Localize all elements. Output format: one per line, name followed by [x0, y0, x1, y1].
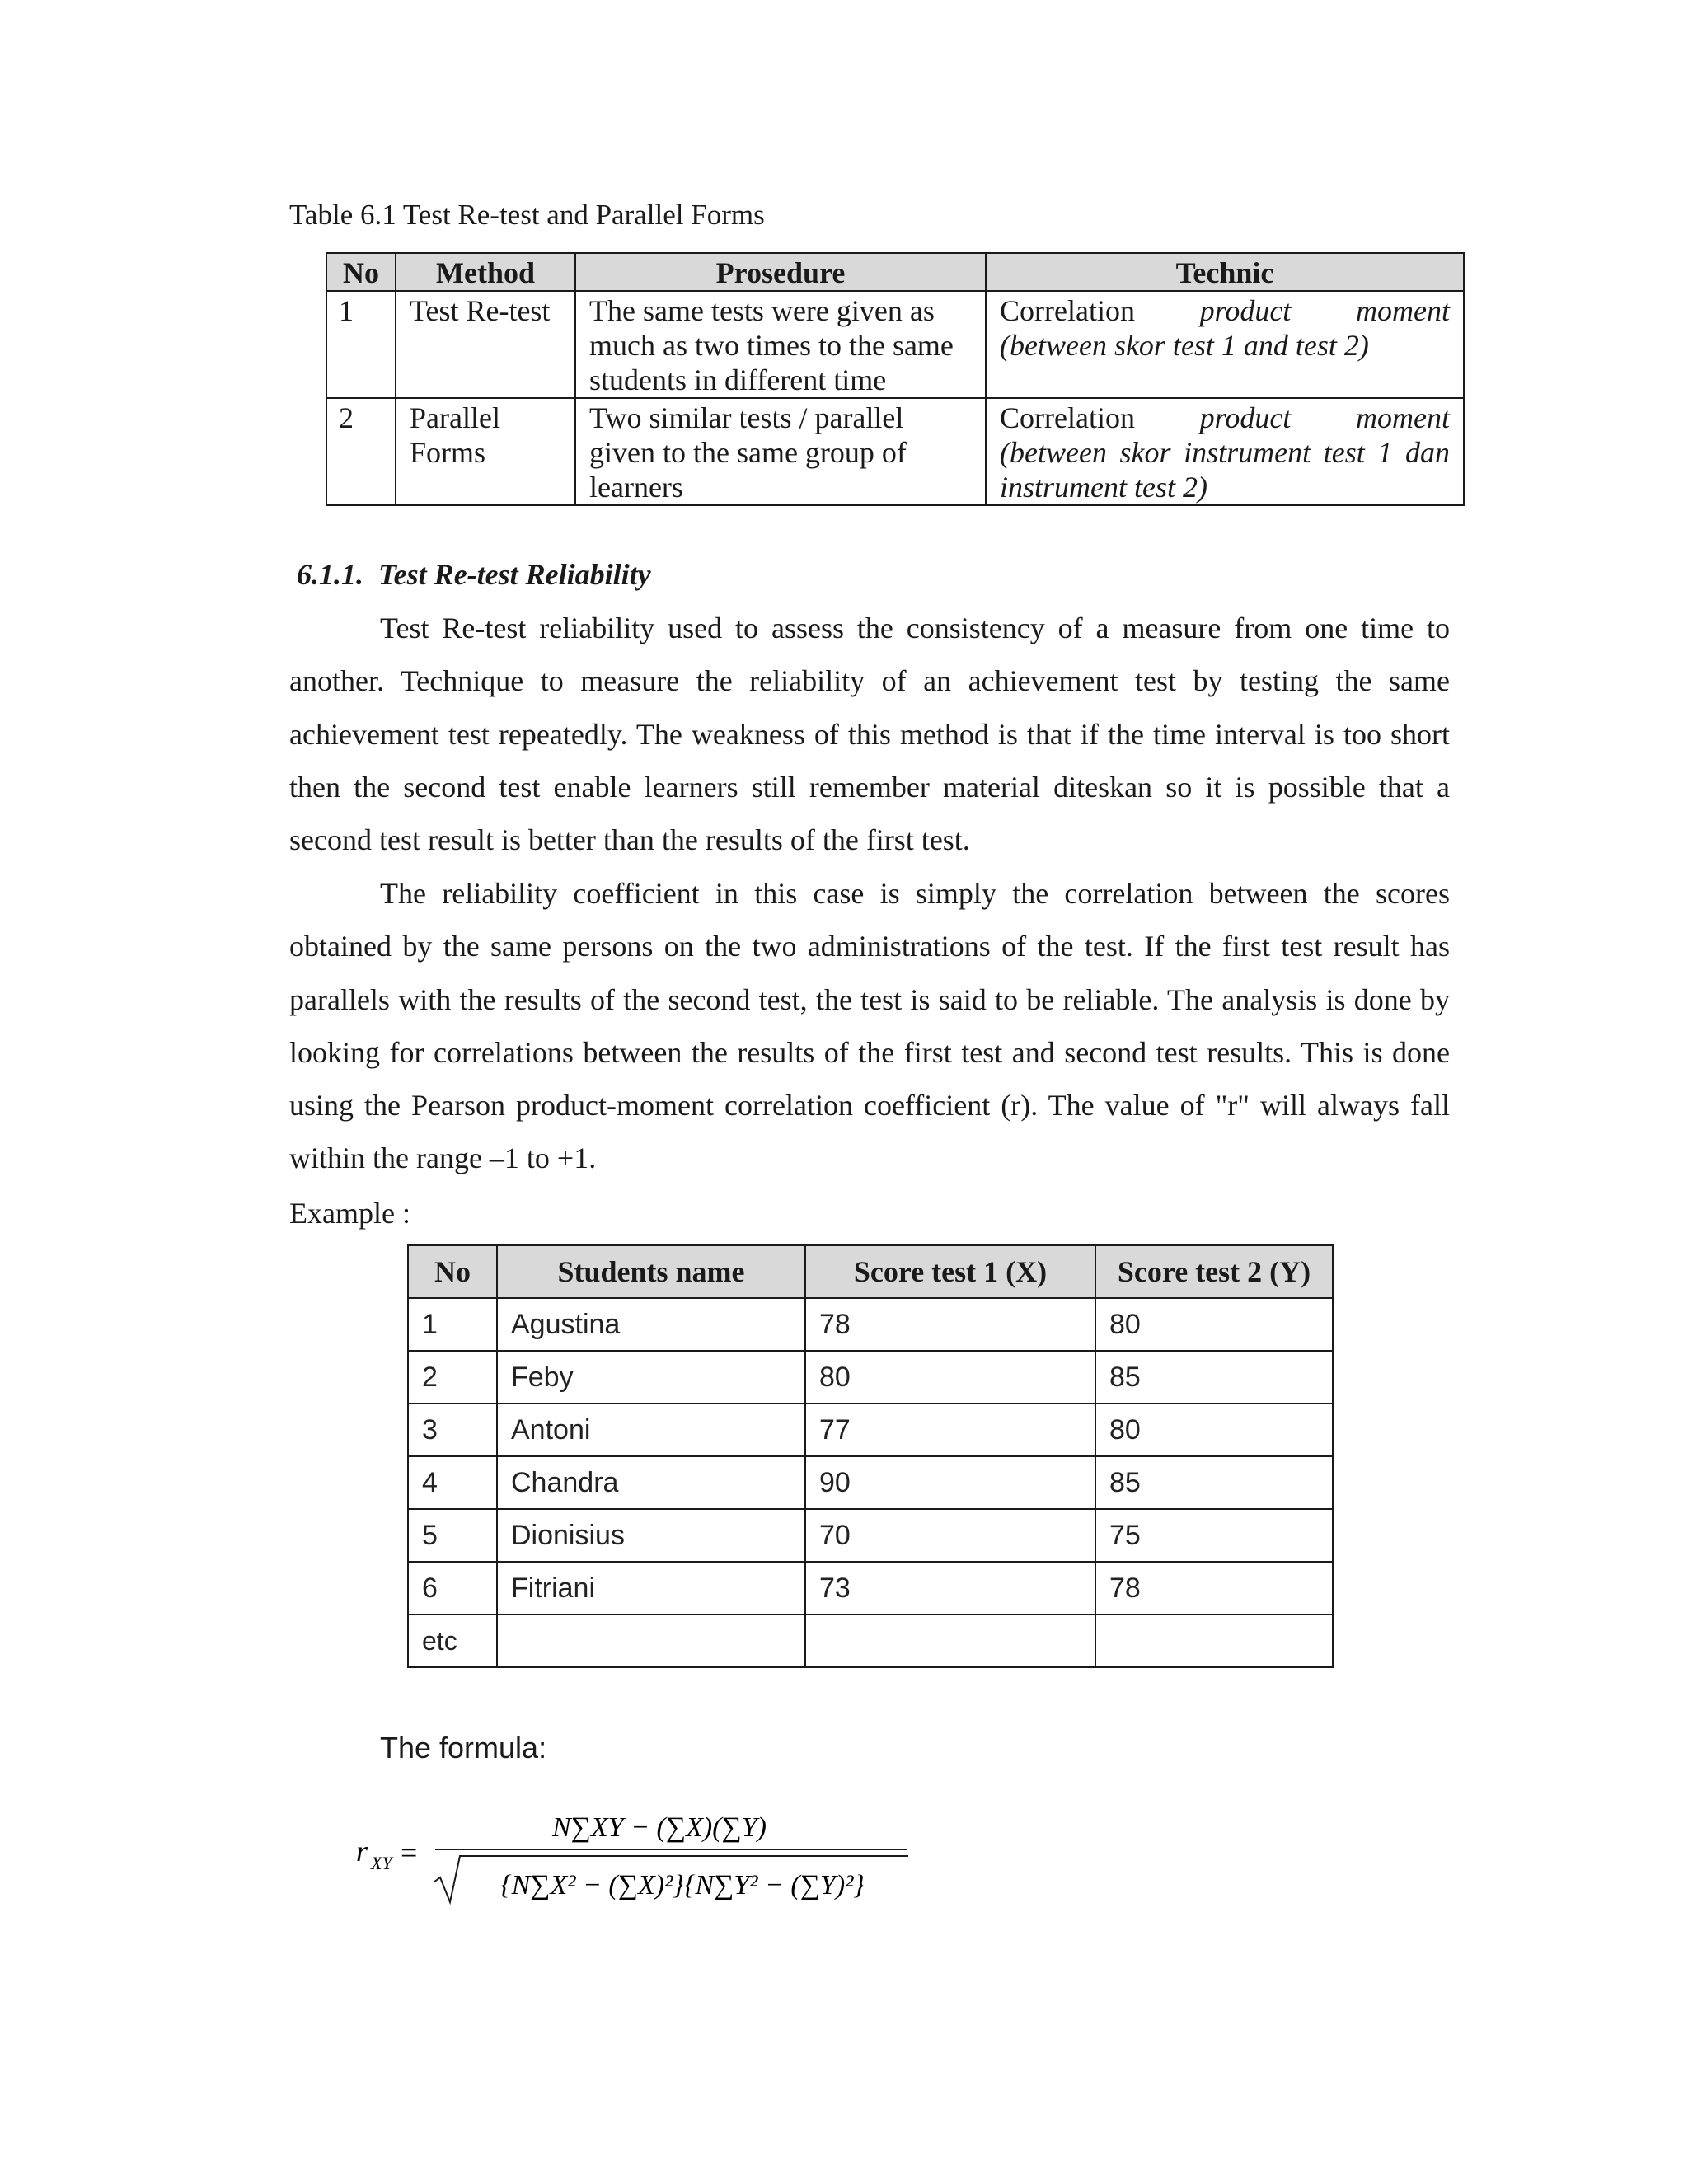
section-number: 6.1.1.	[297, 558, 363, 591]
technic-product: product	[1199, 401, 1292, 434]
technic-label: Correlation	[1000, 401, 1135, 434]
row-score-test-2	[1095, 1615, 1333, 1667]
header-method: Method	[396, 253, 575, 291]
row-score-test-1: 78	[805, 1298, 1095, 1351]
row-student-name: Feby	[497, 1351, 805, 1404]
section-title: Test Re-test Reliability	[378, 558, 651, 591]
row-student-name: Dionisius	[497, 1509, 805, 1562]
table-caption: Table 6.1 Test Re-test and Parallel Forms	[289, 199, 765, 231]
row-no: 6	[408, 1562, 497, 1615]
paragraph-text: The reliability coefficient in this case is simply the correlation between the scores obtained by the same persons on the two administrations of the test. If the first test result has parallels with the results of the second test, the test is said to be reliable. The analysis is done by looking for correlations between the results of the first test and second test results. This is done using the Pearson product-moment correlation coefficient (r). The value of "r" will always fall within the range –1 to +1.	[289, 877, 1450, 1175]
paragraph	[289, 867, 1450, 1185]
row-method: Parallel Forms	[396, 398, 575, 505]
row-score-test-1: 73	[805, 1562, 1095, 1615]
table-row	[408, 1615, 1333, 1667]
header-procedure: Prosedure	[575, 253, 986, 291]
table-row	[408, 1351, 1333, 1404]
table-row	[408, 1509, 1333, 1562]
row-score-test-1: 90	[805, 1456, 1095, 1509]
header-score-test-1: Score test 1 (X)	[805, 1245, 1095, 1298]
row-student-name: Chandra	[497, 1456, 805, 1509]
row-score-test-1: 70	[805, 1509, 1095, 1562]
formula-numerator: N∑XY − (∑X)(∑Y)	[552, 1812, 767, 1843]
row-score-test-2: 75	[1095, 1509, 1333, 1562]
row-no: 2	[326, 398, 396, 505]
table-header-row	[408, 1245, 1333, 1298]
row-method: Test Re-test	[396, 291, 575, 398]
table-row	[408, 1562, 1333, 1615]
technic-moment: moment	[1356, 401, 1450, 434]
row-no: 2	[408, 1351, 497, 1404]
table-row	[408, 1404, 1333, 1456]
row-score-test-1: 80	[805, 1351, 1095, 1404]
row-score-test-2: 85	[1095, 1351, 1333, 1404]
methods-table	[326, 252, 1465, 506]
row-score-test-2: 80	[1095, 1298, 1333, 1351]
header-no: No	[326, 253, 396, 291]
row-procedure: Two similar tests / parallel given to the same group of learners	[575, 398, 986, 505]
technic-detail: (between skor test 1 and test 2)	[1000, 329, 1369, 362]
formula-label: The formula:	[380, 1731, 547, 1765]
row-no: 1	[326, 291, 396, 398]
header-technic: Technic	[986, 253, 1464, 291]
row-score-test-1	[805, 1615, 1095, 1667]
formula-equals: =	[401, 1836, 418, 1869]
row-student-name: Agustina	[497, 1298, 805, 1351]
row-no: 5	[408, 1509, 497, 1562]
paragraph-text: Test Re-test reliability used to assess the consistency of a measure from one time to another. Technique to measure the reliability of an achievement test by testing the same achievement test repeatedly. The weakness of this method is that if the time interval is too short then the second test enable learners still remember material diteskan so it is possible that a second test result is better than the results of the first test.	[289, 612, 1450, 857]
row-score-test-2: 85	[1095, 1456, 1333, 1509]
table-row	[408, 1298, 1333, 1351]
table-row	[408, 1456, 1333, 1509]
row-procedure: The same tests were given as much as two times to the same students in different time	[575, 291, 986, 398]
table-row	[326, 291, 1464, 398]
row-no: 4	[408, 1456, 497, 1509]
pearson-formula	[346, 1797, 923, 1912]
technic-label: Correlation	[1000, 294, 1135, 327]
row-score-test-2: 80	[1095, 1404, 1333, 1456]
technic-product: product	[1199, 294, 1292, 327]
paragraph	[289, 602, 1450, 866]
row-score-test-2: 78	[1095, 1562, 1333, 1615]
formula-denominator: {N∑X² − (∑X)²}{N∑Y² − (∑Y)²}	[500, 1870, 865, 1900]
row-score-test-1: 77	[805, 1404, 1095, 1456]
row-no: 3	[408, 1404, 497, 1456]
section-heading	[297, 557, 651, 592]
formula-lhs: r	[356, 1835, 368, 1868]
header-no: No	[408, 1245, 497, 1298]
example-label: Example :	[289, 1197, 410, 1230]
header-student-name: Students name	[497, 1245, 805, 1298]
row-technic	[986, 291, 1464, 398]
formula-lhs-subscript: XY	[371, 1853, 392, 1873]
technic-moment: moment	[1356, 294, 1450, 327]
row-no: etc	[408, 1615, 497, 1667]
table-row	[326, 398, 1464, 505]
row-no: 1	[408, 1298, 497, 1351]
row-student-name	[497, 1615, 805, 1667]
row-student-name: Antoni	[497, 1404, 805, 1456]
row-technic	[986, 398, 1464, 505]
row-student-name: Fitriani	[497, 1562, 805, 1615]
scores-table	[407, 1244, 1334, 1668]
technic-detail: (between skor instrument test 1 dan instrument test 2)	[1000, 436, 1450, 504]
header-score-test-2: Score test 2 (Y)	[1095, 1245, 1333, 1298]
table-header-row	[326, 253, 1464, 291]
